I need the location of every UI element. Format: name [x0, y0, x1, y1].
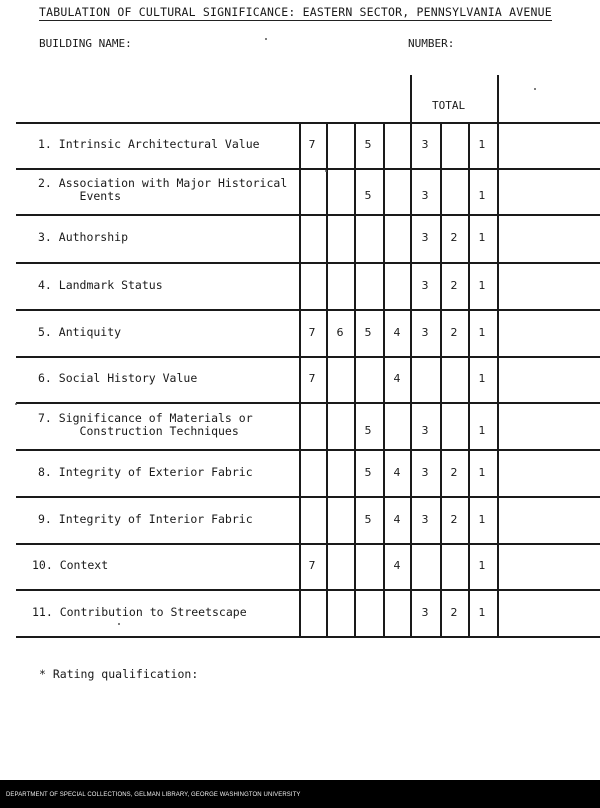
score-cell: 4	[393, 512, 401, 526]
table-rule	[16, 636, 600, 638]
score-cell: 2	[450, 512, 458, 526]
score-cell: 3	[421, 231, 429, 244]
score-cell: 1	[478, 605, 486, 619]
score-cell: 4	[393, 372, 401, 385]
score-cell: 4	[393, 465, 401, 479]
table-rule	[16, 589, 600, 591]
score-cell: 1	[478, 231, 486, 244]
table-line	[468, 122, 470, 637]
score-cell: 3	[421, 189, 429, 202]
criterion-label: 2. Association with Major Historical Events	[38, 176, 288, 203]
score-cell: 3	[421, 605, 429, 619]
score-cell: 5	[364, 465, 372, 479]
score-cell: 7	[308, 372, 316, 385]
score-cell: 5	[364, 325, 372, 339]
score-cell: 4	[393, 325, 401, 339]
table-line	[440, 122, 442, 637]
scan-speck	[534, 88, 536, 90]
score-cell: 5	[364, 423, 372, 437]
score-cell: 3	[421, 138, 429, 151]
table-rule	[16, 262, 600, 264]
score-cell: 1	[478, 512, 486, 526]
score-cell: 1	[478, 372, 486, 385]
table-rule	[16, 122, 600, 124]
table-rule	[16, 356, 600, 358]
table-rule	[16, 168, 600, 170]
score-cell: 2	[450, 278, 458, 292]
table-line	[410, 75, 412, 122]
archive-credit: DEPARTMENT OF SPECIAL COLLECTIONS, GELMAN LIBRARY, GEORGE WASHINGTON UNIVERSITY	[6, 792, 301, 798]
table-line	[354, 122, 356, 637]
score-cell: 2	[450, 325, 458, 339]
score-cell: 5	[364, 138, 372, 151]
archive-footer	[0, 780, 600, 808]
score-cell: 1	[478, 189, 486, 202]
score-cell: 6	[336, 325, 344, 339]
table-line	[299, 122, 301, 637]
criterion-label: 6. Social History Value	[38, 371, 198, 385]
building-name-label: BUILDING NAME:	[39, 37, 132, 50]
form-title: TABULATION OF CULTURAL SIGNIFICANCE: EASTERN SECTOR, PENNSYLVANIA AVENUE	[39, 5, 552, 19]
score-cell: 5	[364, 189, 372, 202]
criterion-label: 3. Authorship	[38, 230, 129, 244]
score-cell: 7	[308, 325, 316, 339]
score-cell: 1	[478, 423, 486, 437]
table-line	[383, 122, 385, 637]
table-rule	[16, 214, 600, 216]
score-cell: 2	[450, 231, 458, 244]
table-line	[497, 122, 499, 637]
scan-speck	[325, 170, 327, 172]
rating-qualification-label: * Rating qualification:	[39, 667, 199, 681]
score-cell: 7	[308, 559, 316, 572]
total-header: TOTAL	[432, 99, 466, 112]
table-line	[326, 122, 328, 637]
criterion-label: 5. Antiquity	[38, 324, 122, 339]
scan-speck	[15, 403, 17, 405]
table-line	[410, 122, 412, 637]
score-cell: 2	[450, 465, 458, 479]
score-cell: 1	[478, 325, 486, 339]
table-rule	[16, 496, 600, 498]
score-cell: 4	[393, 559, 401, 572]
score-cell: 1	[478, 465, 486, 479]
score-cell: 5	[364, 512, 372, 526]
score-cell: 1	[478, 138, 486, 151]
table-line	[497, 75, 499, 122]
criterion-label: 11. Contribution to Streetscape	[32, 604, 247, 619]
number-label: NUMBER:	[408, 37, 455, 50]
score-cell: 3	[421, 512, 429, 526]
scan-speck	[265, 38, 267, 40]
score-cell: 3	[421, 423, 429, 437]
score-cell: 3	[421, 278, 429, 292]
table-rule	[16, 402, 600, 404]
criterion-label: 7. Significance of Materials or Construction Techniques	[38, 410, 253, 438]
score-cell: 1	[478, 278, 486, 292]
score-cell: 7	[308, 138, 316, 151]
criterion-label: 10. Context	[32, 558, 109, 572]
table-rule	[16, 543, 600, 545]
score-cell: 2	[450, 605, 458, 619]
criterion-label: 8. Integrity of Exterior Fabric	[38, 464, 253, 479]
score-cell: 3	[421, 325, 429, 339]
criterion-label: 9. Integrity of Interior Fabric	[38, 511, 253, 526]
score-cell: 3	[421, 465, 429, 479]
table-rule	[16, 309, 600, 311]
score-cell: 1	[478, 559, 486, 572]
criterion-label: 4. Landmark Status	[38, 277, 163, 292]
table-rule	[16, 449, 600, 451]
scan-speck	[118, 623, 120, 625]
criterion-label: 1. Intrinsic Architectural Value	[38, 137, 260, 151]
